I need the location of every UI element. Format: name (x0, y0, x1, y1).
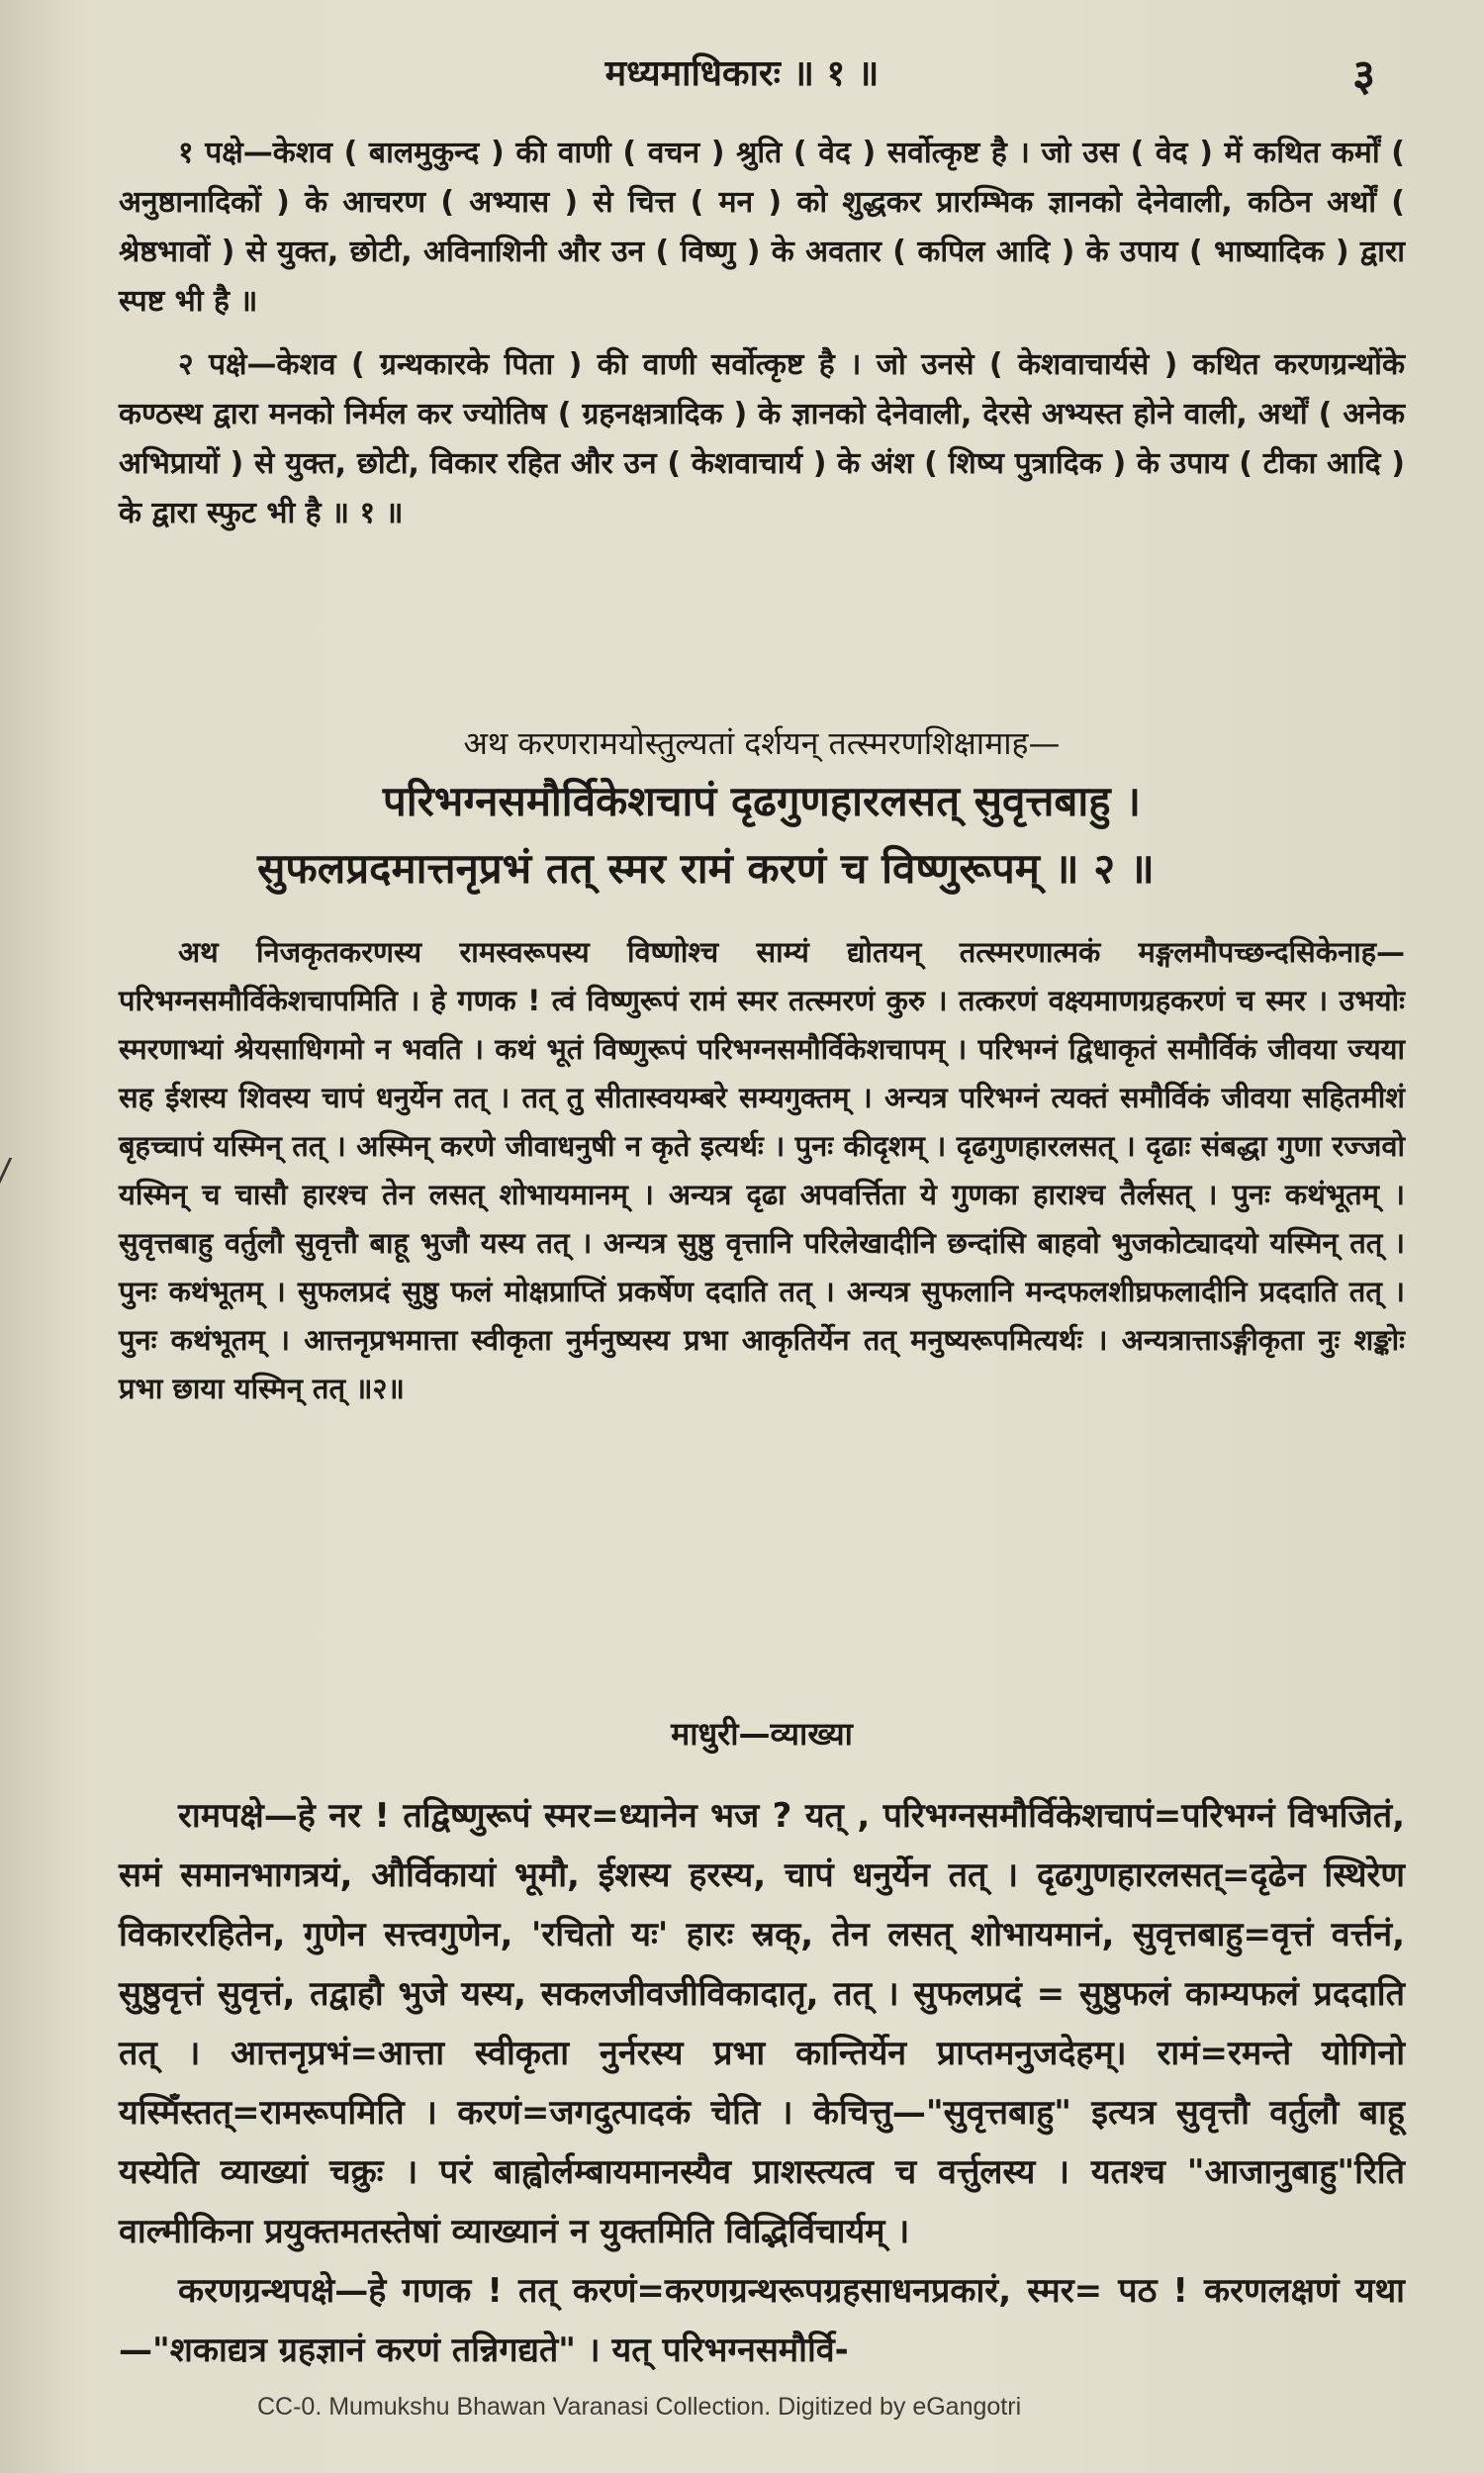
running-head: मध्यमाधिकारः ॥ १ ॥ (604, 53, 880, 94)
paragraph-paksha-1: १ पक्षे—केशव ( बालमुकुन्द ) की वाणी ( वचन ) श्रुति ( वेद ) सर्वोत्कृष्ट है । जो उस ( वेद ) में कथित कर्मों ( अनुष्ठानादिकों ) के आचरण ( अभ्यास ) से चित्त ( मन ) को शुद्धकर प्रारम्भिक ज्ञानको देनेवाली, कठिन अर्थों ( श्रेष्ठभावों ) से युक्त, छोटी, अविनाशिनी और उन ( विष्णु ) के अवतार ( कपिल आदि ) के उपाय ( भाष्यादिक ) द्वारा स्पष्ट भी है ॥ (119, 136, 1405, 319)
margin-mark (0, 1158, 26, 1197)
page-number: ३ (1352, 50, 1375, 101)
page-header (0, 44, 1484, 103)
verse-line-1: परिभग्नसमौर्विकेशचापं दृढगुणहारलसत् सुवृत्तबाहु । (382, 777, 1142, 825)
sanskrit-commentary-block (119, 928, 1405, 1413)
digitization-note: CC-0. Mumukshu Bhawan Varanasi Collection. Digitized by eGangotri (257, 2393, 1022, 2421)
verse-block (119, 718, 1405, 903)
madhuri-rama-paragraph: रामपक्षे—हे नर ! तद्विष्णुरूपं स्मर=ध्यानेन भज ? यत् , परिभग्नसमौर्विकेशचापं=परिभग्नं विभजितं, समं समानभागत्रयं, और्विकायां भूमौ, ईशस्य हरस्य, चापं धनुर्येन तत् । दृढगुणहारलसत्=दृढेन स्थिरेण विकाररहितेन, गुणेन सत्त्वगुणेन, 'रचितो यः' हारः स्रक्, तेन लसत् शोभायमानं, सुवृत्तबाहु=वृत्तं वर्त्तनं, सुष्ठुवृत्तं सुवृत्तं, तद्वाहौ भुजे यस्य, सकलजीवजीविकादातृ, तत् । सुफलप्रदं = सुष्ठुफलं काम्यफलं प्रददाति तत् । आत्तनृप्रभं=आत्ता स्वीकृता नुर्नरस्य प्रभा कान्तिर्येन प्राप्तमनुजदेहम्। रामं=रमन्ते योगिनो यस्मिँस्तत्=रामरूपमिति । करणं=जगदुत्पादकं चेति । केचित्तु—"सुवृत्तबाहु" इत्यत्र सुवृत्तौ वर्तुलौ बाहू यस्येति व्याख्यां चक्रुः । परं बाह्वोर्लम्बायमानस्यैव प्राशस्त्यत्व च वर्त्तुलस्य । यतश्च "आजानुबाहु"रिति वाल्मीकिना प्रयुक्तमतस्तेषां व्याख्यानं न युक्तमिति विद्भिर्विचार्यम् । (119, 1796, 1405, 2251)
madhuri-karana-paragraph: करणग्रन्थपक्षे—हे गणक ! तत् करणं=करणग्रन्थरूपग्रहसाधनप्रकारं, स्मर= पठ ! करणलक्षणं यथा—"शकाद्यत्र ग्रहज्ञानं करणं तन्निगद्यते" । यत् परिभग्नसमौर्वि- (119, 2271, 1405, 2370)
madhuri-section (119, 1680, 1405, 2380)
verse-line-2: सुफलप्रदमात्तनृप्रभं तत् स्मर रामं करणं च विष्णुरूपम् ॥ २ ॥ (257, 844, 1155, 893)
sanskrit-commentary: अथ निजकृतकरणस्य रामस्वरूपस्य विष्णोश्च साम्यं द्योतयन् तत्स्मरणात्मकं मङ्गलमौपच्छन्दसिकेनाह—परिभग्नसमौर्विकेशचापमिति । हे गणक ! त्वं विष्णुरूपं रामं स्मर तत्स्मरणं कुरु । तत्करणं वक्ष्यमाणग्रहकरणं च स्मर । उभयोः स्मरणाभ्यां श्रेयसाधिगमो न भवति । कथं भूतं विष्णुरूपं परिभग्नसमौर्विकेशचापम् । परिभग्नं द्विधाकृतं समौर्विकं जीवया ज्यया सह ईशस्य शिवस्य चापं धनुर्येन तत् । तत् तु सीतास्वयम्बरे सम्यगुक्तम् । अन्यत्र परिभग्नं त्यक्तं समौर्विकं जीवया सहितमीशं बृहच्चापं यस्मिन् तत् । अस्मिन् करणे जीवाधनुषी न कृते इत्यर्थः । पुनः कीदृशम् । दृढगुणहारलसत् । दृढाः संबद्धा गुणा रज्जवो यस्मिन् च चासौ हारश्च तेन लसत् शोभायमानम् । अन्यत्र दृढा अपवर्त्तिता ये गुणका हाराश्च तैर्लसत् । पुनः कथंभूतम् । सुवृत्तबाहु वर्तुलौ सुवृत्तौ बाहू भुजौ यस्य तत् । अन्यत्र सुष्ठु वृत्तानि परिलेखादीनि छन्दांसि बाहवो भुजकोट्यादयो यस्मिन् तत् । पुनः कथंभूतम् । सुफलप्रदं सुष्ठु फलं मोक्षप्राप्तिं प्रकर्षेण ददाति तत् । अन्यत्र सुफलानि मन्दफलशीघ्रफलादीनि प्रददाति तत् । पुनः कथंभूतम् । आत्तनृप्रभमात्ता स्वीकृता नुर्मनुष्यस्य प्रभा आकृतिर्येन तत् मनुष्यरूपमित्यर्थः । अन्यत्रात्ताऽङ्गीकृता नुः शङ्कोः प्रभा छाया यस्मिन् तत् ॥२॥ (119, 935, 1405, 1405)
paragraph-paksha-2: २ पक्षे—केशव ( ग्रन्थकारके पिता ) की वाणी सर्वोत्कृष्ट है । जो उनसे ( केशवाचार्यसे ) कथित करणग्रन्थोंके कण्ठस्थ द्वारा मनको निर्मल कर ज्योतिष ( ग्रहनक्षत्रादिक ) के ज्ञानको देनेवाली, देरसे अभ्यस्त होने वाली, अर्थों ( अनेक अभिप्रायों ) से युक्त, छोटी, विकार रहित और उन ( केशवाचार्य ) के अंश ( शिष्य पुत्रादिक ) के उपाय ( टीका आदि ) के द्वारा स्फुट भी है ॥ १ ॥ (119, 347, 1405, 530)
madhuri-heading: माधुरी—व्याख्या (671, 1715, 853, 1753)
hindi-explanation-block (119, 129, 1405, 538)
verse-intro-line: अथ करणरामयोस्तुल्यतां दर्शयन् तत्स्मरणशिक्षामाह— (463, 724, 1061, 762)
